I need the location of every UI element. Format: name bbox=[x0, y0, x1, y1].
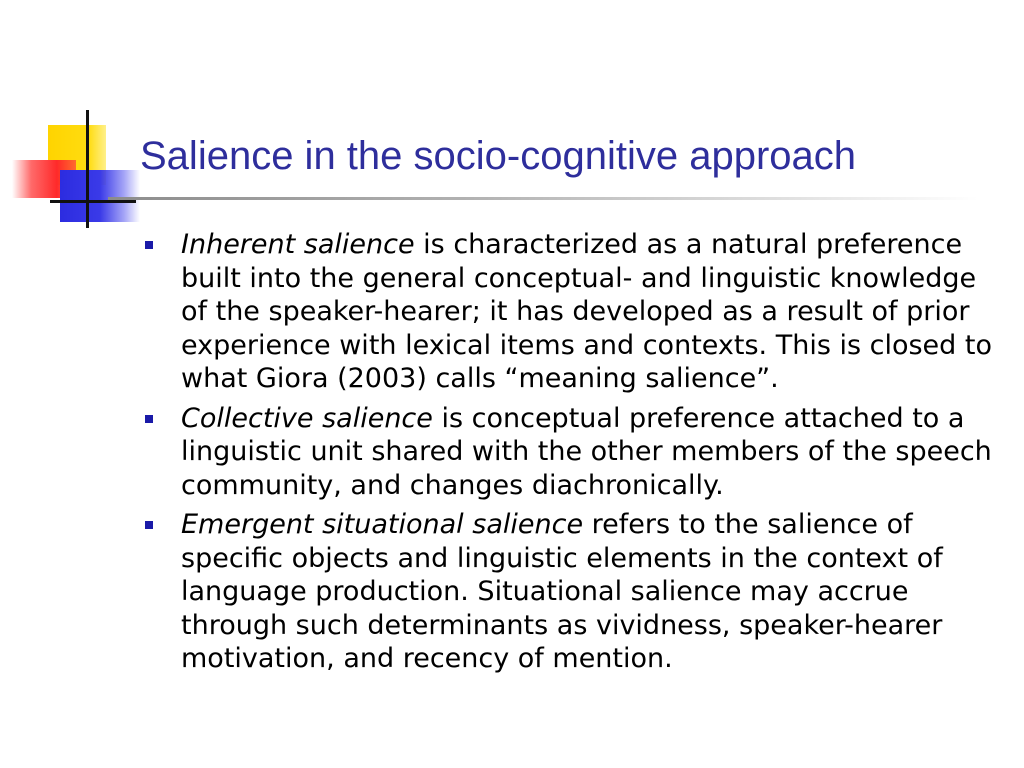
bullet-item-collective-salience bbox=[144, 402, 1004, 503]
title-underline bbox=[108, 197, 978, 200]
slide-title: Salience in the socio-cognitive approach bbox=[140, 134, 856, 178]
bullet-text: is conceptual preference attached to a linguistic unit shared with the other members of the speech community, and changes diachronically. bbox=[181, 402, 992, 501]
square-bullet-icon bbox=[145, 415, 153, 423]
decorative-logo bbox=[0, 0, 200, 240]
bullet-term: Collective salience bbox=[181, 402, 433, 434]
bullet-term: Inherent salience bbox=[181, 229, 415, 260]
logo-vertical-line bbox=[86, 110, 89, 228]
bullet-item-inherent-salience bbox=[144, 228, 1004, 396]
bullet-text: refers to the salience of specific objects and linguistic elements in the context of language production. Situational salience may accrue through such determinants as vividness, speaker-hearer motivation, and recency of mention. bbox=[181, 509, 943, 674]
square-bullet-icon bbox=[145, 241, 153, 249]
bullet-term: Emergent situational salience bbox=[181, 509, 584, 540]
square-bullet-icon bbox=[145, 521, 153, 529]
logo-horizontal-line bbox=[50, 200, 136, 203]
bullet-item-emergent-situational-salience bbox=[144, 508, 1004, 676]
bullet-list bbox=[144, 228, 1004, 682]
bullet-text: is characterized as a natural preference built into the general conceptual- and linguistic knowledge of the speaker-hearer; it has developed as a result of prior experience with lexical items and contexts. This is closed to what Giora (2003) calls “meaning salience”. bbox=[181, 229, 992, 394]
logo-blue-square bbox=[60, 170, 140, 222]
